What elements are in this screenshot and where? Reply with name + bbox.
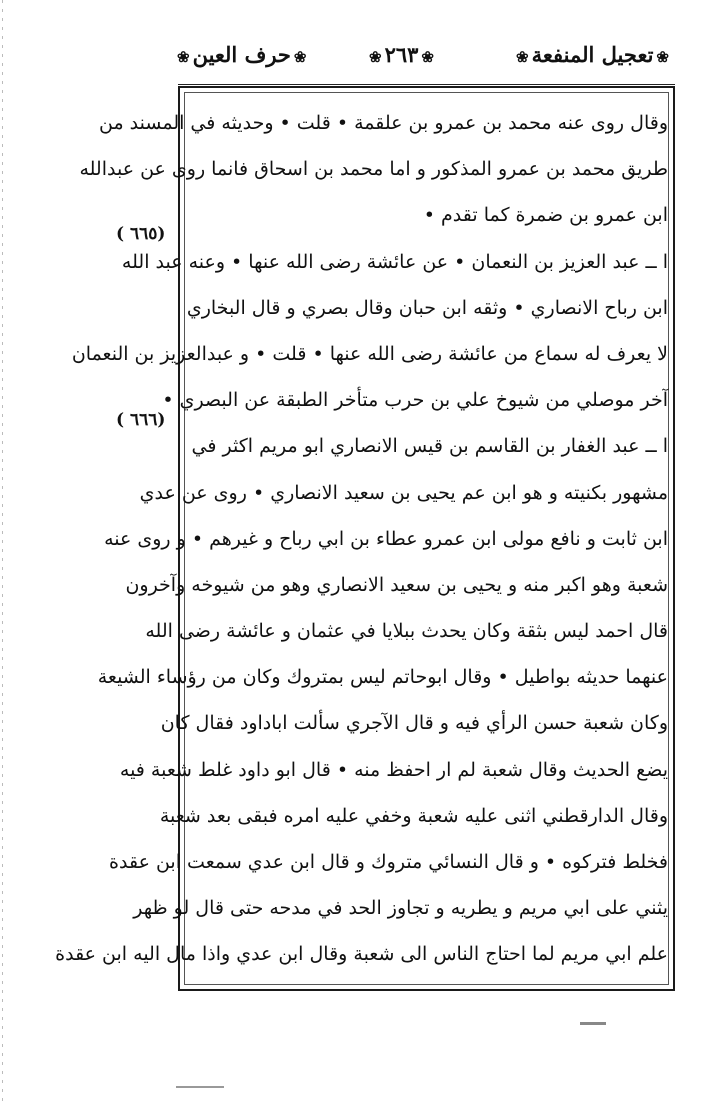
margin-entry-number-665: ( ٦٦٥) — [116, 224, 166, 244]
header-section: حرف العين — [192, 42, 291, 67]
text-line: طريق محمد بن عمرو المذكور و اما محمد بن اسحاق فانما روى عن عبدالله — [79, 158, 668, 181]
text-line: ابن عمرو بن ضمرة كما تقدم • — [423, 204, 668, 227]
text-line: شعبة وهو اكبر منه و يحيى بن سعيد الانصاري وهو من شيوخه وآخرون — [125, 573, 668, 596]
text-line: وقال الدارقطني اثنى عليه شعبة وخفي عليه امره فبقى بعد شعبة — [159, 804, 668, 827]
text-line-entry-start: ا ــ عبد الغفار بن القاسم بن قيس الانصاري ابو مريم اكثر في — [191, 435, 668, 458]
text-line: يثني على ابي مريم و يطريه و تجاوز الحد في مدحه حتى قال لو ظهر — [133, 897, 668, 920]
text-line: مشهور بكنيته و هو ابن عم يحيى بن سعيد الانصاري • روى عن عدي — [139, 481, 668, 504]
ornament-icon: ❀ — [421, 47, 434, 66]
text-line: علم ابي مريم لما احتاج الناس الى شعبة وقال ابن عدي واذا مال اليه ابن عقدة — [55, 943, 668, 966]
text-line: وكان شعبة حسن الرأي فيه و قال الآجري سألت اباداود فقال كان — [160, 712, 668, 735]
ornament-icon: ❀ — [516, 47, 529, 66]
header-book-title-block — [513, 42, 672, 67]
ornament-icon: ❀ — [177, 47, 190, 66]
ornament-icon: ❀ — [656, 47, 669, 66]
text-line: ابن رباح الانصاري • وثقه ابن حبان وقال بصري و قال البخاري — [186, 296, 668, 319]
text-line: ابن ثابت و نافع مولى ابن عمرو عطاء بن ابي رباح و غيرهم • و روى عنه — [104, 527, 668, 550]
text-line: عنهما حديثه بواطيل • وقال ابوحاتم ليس بمتروك وكان من رؤساء الشيعة — [97, 666, 668, 689]
scan-speck — [176, 1086, 224, 1088]
page-header — [170, 36, 676, 86]
text-line-entry-start: ا ــ عبد العزيز بن النعمان • عن عائشة رضى الله عنها • وعنه عبد الله — [121, 250, 668, 273]
text-line: لا يعرف له سماع من عائشة رضى الله عنها • قلت • و عبدالعزيز بن النعمان — [71, 342, 668, 365]
scan-speck — [580, 1022, 606, 1025]
ornament-icon: ❀ — [293, 47, 307, 66]
margin-entry-number-666: ( ٦٦٦) — [116, 410, 166, 430]
text-line: يضع الحديث وقال شعبة لم ار احفظ منه • قال ابو داود غلط شعبة فيه — [119, 758, 668, 781]
header-page-number: ٢٦٣ — [384, 42, 419, 67]
text-line: وقال روى عنه محمد بن عمرو بن علقمة • قلت • وحديثه في المسند من — [99, 112, 668, 134]
text-line: آخر موصلي من شيوخ علي بن حرب متأخر الطبقة عن البصري • — [162, 389, 668, 412]
scan-edge — [2, 0, 3, 1101]
header-book-title: تعجيل المنفعة — [531, 42, 654, 67]
header-section-block — [174, 42, 310, 67]
header-page-number-block — [366, 42, 437, 67]
text-line: فخلط فتركوه • و قال النسائي متروك و قال ابن عدي سمعت ابن عقدة — [109, 851, 668, 873]
text-line: قال احمد ليس بثقة وكان يحدث ببلايا في عثمان و عائشة رضى الله — [145, 620, 668, 643]
ornament-icon: ❀ — [369, 47, 382, 66]
